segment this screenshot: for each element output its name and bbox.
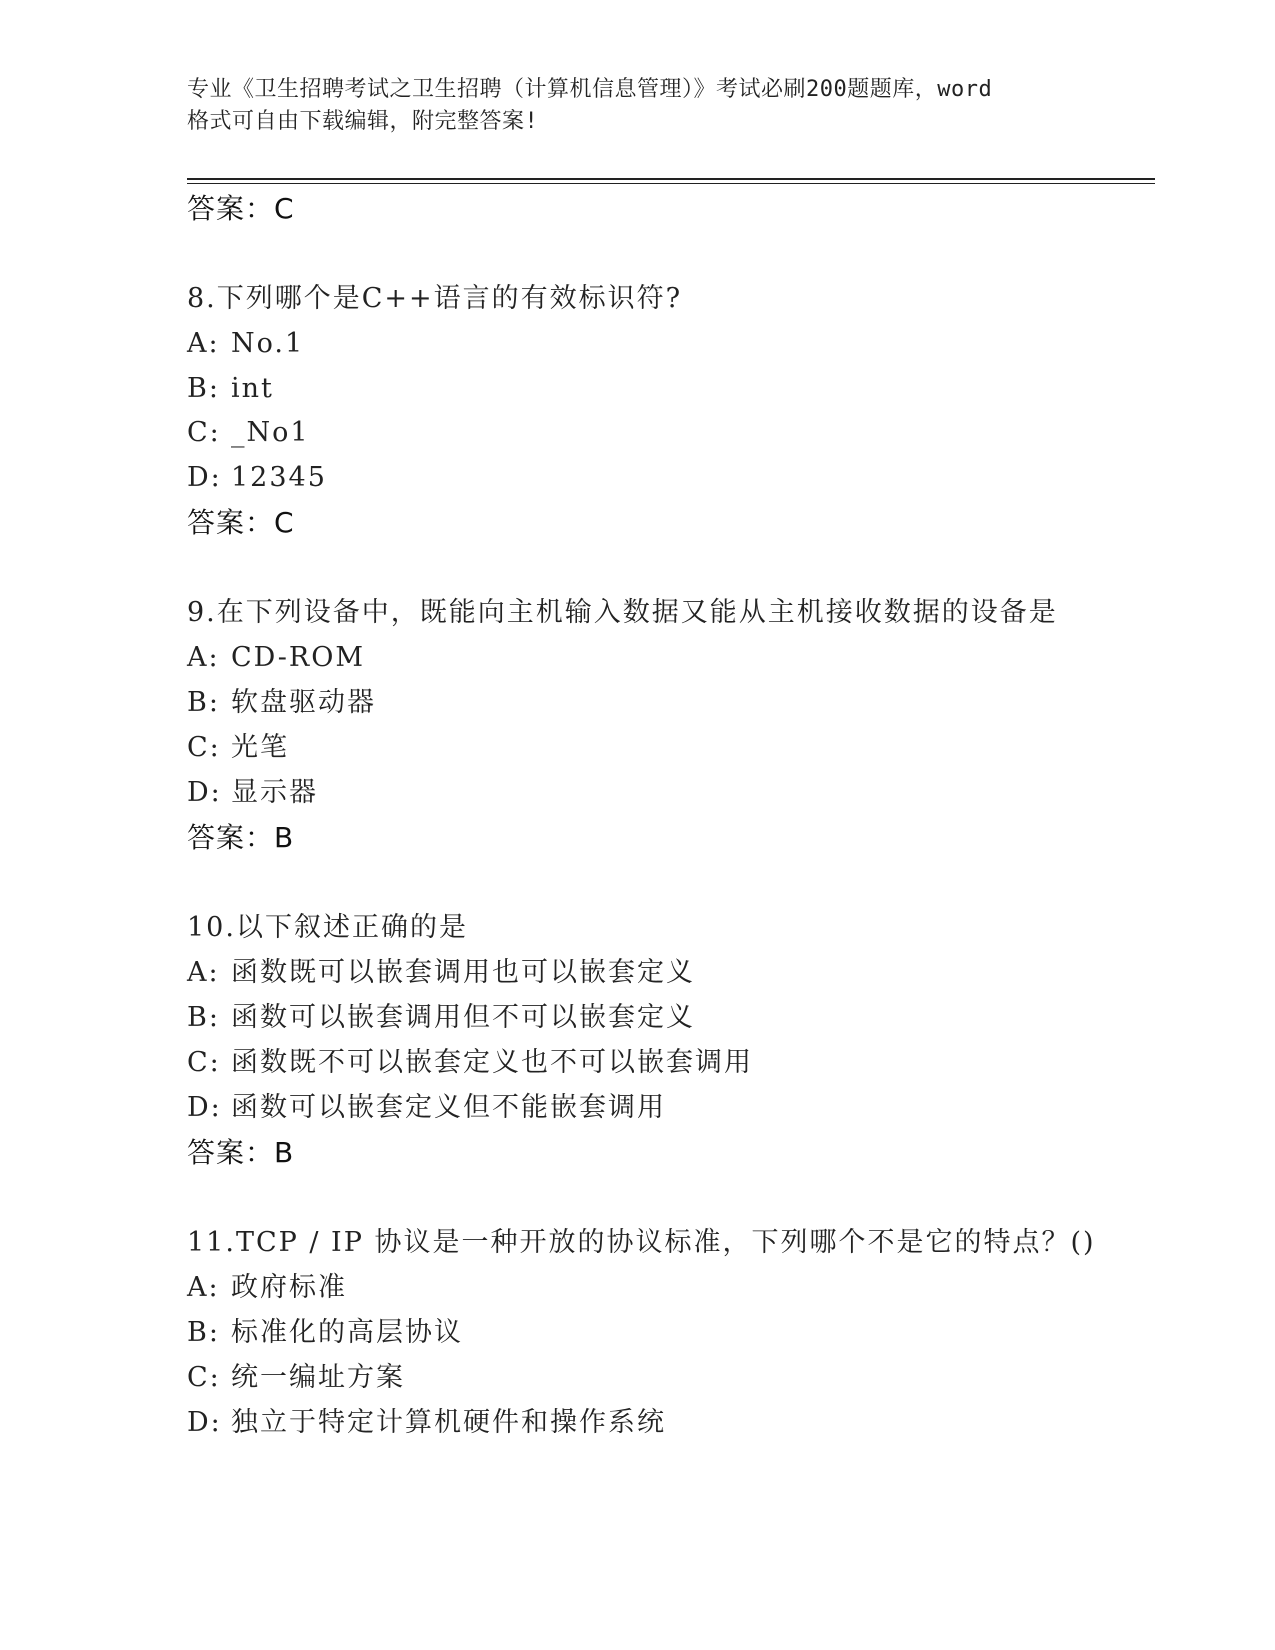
option-text: 独立于特定计算机硬件和操作系统 <box>231 1407 666 1438</box>
question-8-option-b <box>187 372 274 406</box>
option-text: No.1 <box>231 328 305 359</box>
option-letter: D: <box>187 1092 222 1123</box>
option-letter: D: <box>187 1407 222 1438</box>
option-letter: A: <box>187 642 220 673</box>
question-8-option-c <box>187 416 310 450</box>
option-text: 函数可以嵌套调用但不可以嵌套定义 <box>231 1002 695 1033</box>
option-text: 统一编址方案 <box>231 1362 405 1393</box>
option-text: 光笔 <box>231 732 289 763</box>
option-letter: B: <box>187 1002 220 1033</box>
question-10-option-d <box>187 1091 666 1125</box>
option-letter: C: <box>187 732 221 763</box>
option-text: 函数既可以嵌套调用也可以嵌套定义 <box>231 957 695 988</box>
option-text: 软盘驱动器 <box>231 687 376 718</box>
question-11-option-c <box>187 1361 405 1395</box>
question-11-option-b <box>187 1316 463 1350</box>
option-text: _No1 <box>231 417 310 448</box>
option-letter: B: <box>187 1317 220 1348</box>
option-text: 政府标准 <box>231 1272 347 1303</box>
option-letter: C: <box>187 417 221 448</box>
option-letter: A: <box>187 328 220 359</box>
question-9-option-a <box>187 641 365 675</box>
question-10-stem: 10.以下叙述正确的是 <box>187 912 468 943</box>
option-letter: D: <box>187 462 222 493</box>
question-9-option-d <box>187 776 318 810</box>
question-8-option-d <box>187 461 327 495</box>
question-10-option-c <box>187 1046 753 1080</box>
question-11-option-a <box>187 1271 347 1305</box>
question-9-stem: 9.在下列设备中，既能向主机输入数据又能从主机接收数据的设备是 <box>187 597 1058 628</box>
option-letter: D: <box>187 777 222 808</box>
question-8-option-a <box>187 327 304 361</box>
option-letter: B: <box>187 373 220 404</box>
question-10-option-b <box>187 1001 695 1035</box>
header-rule-thin <box>187 183 1155 184</box>
option-letter: B: <box>187 687 220 718</box>
document-header <box>187 74 1087 138</box>
question-11-stem: 11.TCP / IP 协议是一种开放的协议标准，下列哪个不是它的特点？() <box>187 1227 1096 1258</box>
option-text: 标准化的高层协议 <box>231 1317 463 1348</box>
previous-question-answer: 答案：C <box>187 192 295 225</box>
question-9-option-c <box>187 731 289 765</box>
option-letter: A: <box>187 1272 220 1303</box>
option-text: CD-ROM <box>231 642 366 673</box>
question-10-option-a <box>187 956 695 990</box>
option-letter: A: <box>187 957 220 988</box>
header-line-1: 专业《卫生招聘考试之卫生招聘（计算机信息管理）》考试必刷200题题库，word <box>187 77 993 102</box>
option-text: int <box>231 373 274 404</box>
header-line-2: 格式可自由下载编辑，附完整答案! <box>187 109 539 134</box>
question-8-answer: 答案：C <box>187 506 295 539</box>
option-text: 函数既不可以嵌套定义也不可以嵌套调用 <box>231 1047 753 1078</box>
question-10-answer: 答案：B <box>187 1136 295 1169</box>
option-text: 函数可以嵌套定义但不能嵌套调用 <box>231 1092 666 1123</box>
option-text: 12345 <box>231 462 327 493</box>
option-letter: C: <box>187 1047 221 1078</box>
question-9-answer: 答案：B <box>187 821 295 854</box>
question-8-stem: 8.下列哪个是C++语言的有效标识符? <box>187 283 683 314</box>
question-9-option-b <box>187 686 376 720</box>
option-letter: C: <box>187 1362 221 1393</box>
question-11-option-d <box>187 1406 666 1440</box>
option-text: 显示器 <box>231 777 318 808</box>
header-rule-thick <box>187 178 1155 180</box>
